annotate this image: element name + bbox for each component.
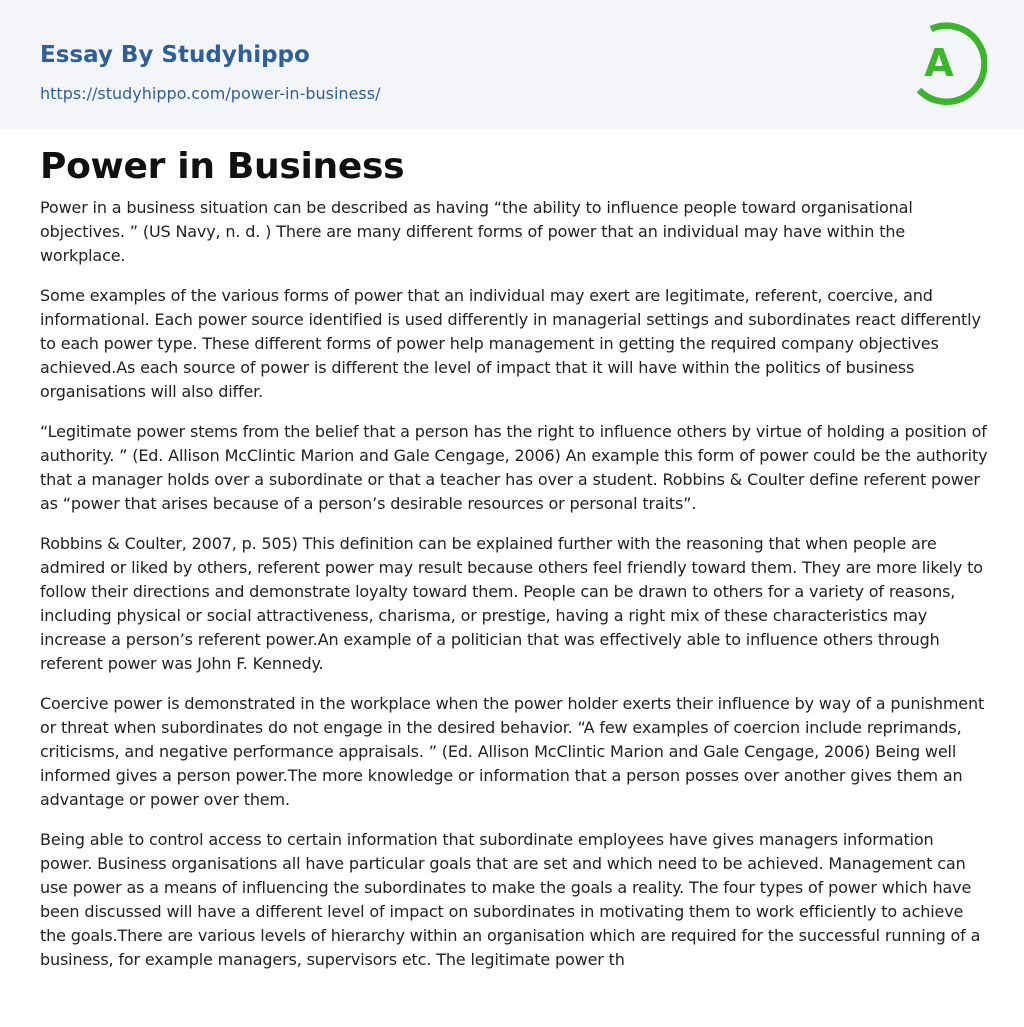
studyhippo-logo-icon[interactable] bbox=[911, 19, 987, 105]
article-paragraph-6: Being able to control access to certain information that subordinate employees have gives managers information power. Business organisations all have particular goals that are set and which need to be achieved. Management can use power as a means of influencing the subordinates to make the goals a reality. The four types of power which have been discussed will have a different level of impact on subordinates in motivating them to work efficiently to achieve the goals.There are various levels of hierarchy within an organisation which are required for the successful running of a business, for example managers, supervisors etc. The legitimate power th bbox=[40, 830, 981, 969]
logo-letter: A bbox=[924, 41, 954, 85]
site-header bbox=[0, 0, 1024, 129]
brand-title[interactable]: Essay By Studyhippo bbox=[40, 42, 310, 68]
article-paragraph-4: Robbins & Coulter, 2007, p. 505) This definition can be explained further with the reasoning that when people are admired or liked by others, referent power may result because others feel friendly toward them. They are more likely to follow their directions and demonstrate loyalty toward them. People can be drawn to others for a variety of reasons, including physical or social attractiveness, charisma, or prestige, having a right mix of these characteristics may increase a person’s referent power.An example of a politician that was effectively able to influence others through referent power was John F. Kennedy. bbox=[40, 534, 983, 673]
article-paragraph-1: Power in a business situation can be described as having “the ability to influence people toward organisational objectives. ” (US Navy, n. d. ) There are many different forms of power that an individual may have within the workplace. bbox=[40, 198, 913, 265]
article bbox=[40, 144, 990, 988]
article-paragraph-2: Some examples of the various forms of power that an individual may exert are legitimate, referent, coercive, and informational. Each power source identified is used differently in managerial settings and subordinates react differently to each power type. These different forms of power help management in getting the required company objectives achieved.As each source of power is different the level of impact that it will have within the politics of business organisations will also differ. bbox=[40, 286, 981, 401]
page-title: Power in Business bbox=[40, 146, 405, 187]
article-paragraph-3: “Legitimate power stems from the belief that a person has the right to influence others by virtue of holding a position of authority. ” (Ed. Allison McClintic Marion and Gale Cengage, 2006) An example this form of power could be the authority that a manager holds over a subordinate or that a teacher has over a student. Robbins & Coulter define referent power as “power that arises because of a person’s desirable resources or personal traits”. bbox=[40, 422, 988, 513]
source-url-link[interactable]: https://studyhippo.com/power-in-business/ bbox=[40, 84, 381, 103]
article-paragraph-5: Coercive power is demonstrated in the workplace when the power holder exerts their influence by way of a punishment or threat when subordinates do not engage in the desired behavior. “A few examples of coercion include reprimands, criticisms, and negative performance appraisals. ” (Ed. Allison McClintic Marion and Gale Cengage, 2006) Being well informed gives a person power.The more knowledge or information that a person posses over another gives them an advantage or power over them. bbox=[40, 694, 985, 809]
